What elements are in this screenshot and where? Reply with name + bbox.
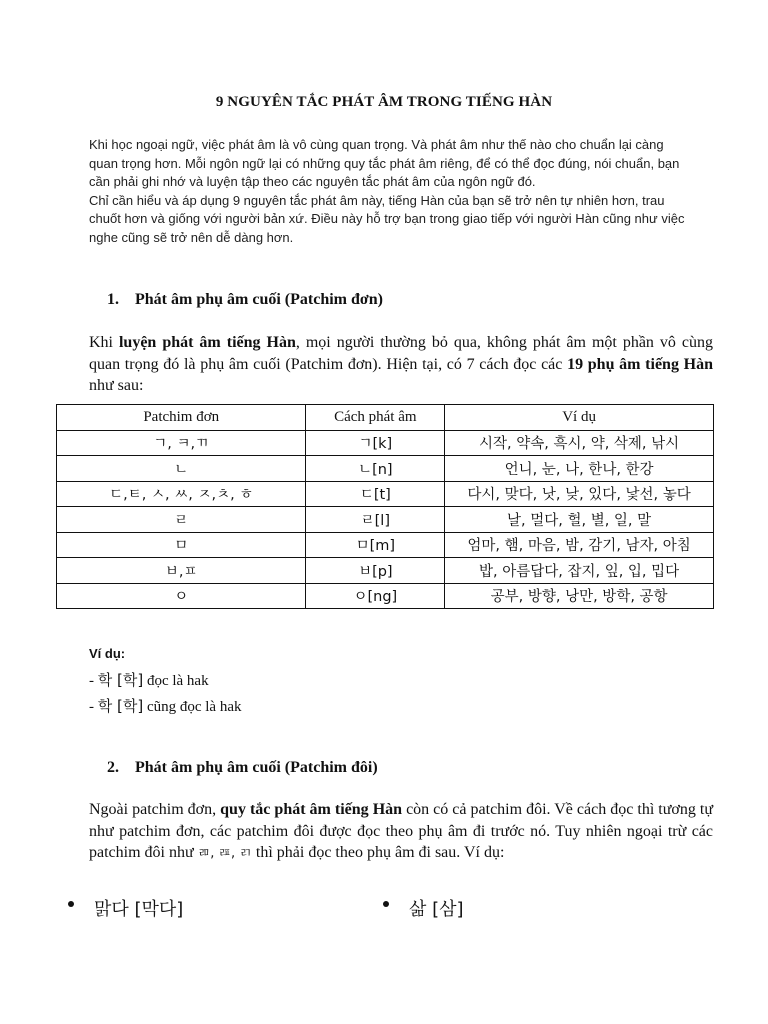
table-cell: ㅇ [57,583,306,609]
intro-paragraph-1: Khi học ngoại ngữ, việc phát âm là vô cùng quan trọng. Và phát âm như thế nào cho chuẩn lại càng quan trọng hơn. Mỗi ngôn ngữ lại có những quy tắc phát âm riêng, để có thể đọc đúng, nói chuẩn, bạn cần phải ghi nhớ và luyện tập theo các nguyên tắc phát âm của ngôn ngữ đó. [89,137,680,189]
text-run: , mọi người thường bỏ qua, không phát âm một phần vô cùng quan trọng đó là phụ âm cuối (Patchim đơn). Hiện tại, có 7 cách đọc các [89,334,713,373]
table-row [57,430,714,456]
table-cell: ㅇ[ng] [306,583,445,609]
section-1-title: Phát âm phụ âm cuối (Patchim đơn) [135,291,383,308]
text-run: thì phải đọc theo phụ âm đi sau. Ví dụ: [251,844,505,861]
table-cell: ㅁ[m] [306,532,445,558]
vietnamese-reading: đọc là hak [143,673,209,689]
bullet-icon [68,901,74,907]
dash: - [89,673,98,689]
table-cell: 엄마, 햄, 마음, 밤, 감기, 남자, 아침 [445,532,714,558]
table-cell: ㄷ[t] [306,481,445,507]
patchim-table [56,404,714,609]
table-cell: ㄹ[l] [306,507,445,533]
vietnamese-reading: cũng đọc là hak [143,699,242,715]
section-2-heading [107,759,378,777]
table-cell: ㄷ,ㅌ, ㅅ, ㅆ, ㅈ,ㅊ, ㅎ [57,481,306,507]
table-cell: 공부, 방향, 낭만, 방학, 공항 [445,583,714,609]
intro-text [89,136,689,247]
table-row [57,481,714,507]
korean-example: 학 [학] [97,697,144,715]
table-row [57,558,714,584]
korean-example: 학 [학] [97,671,144,689]
table-row [57,507,714,533]
table-row [57,532,714,558]
table-cell: ㅂ[p] [306,558,445,584]
table-cell: 밥, 아름답다, 잡지, 잎, 입, 밉다 [445,558,714,584]
example-line-2 [89,695,242,716]
section-1-paragraph [89,332,713,397]
table-header-cell: Ví dụ [445,405,714,431]
intro-paragraph-2: Chỉ cần hiểu và áp dụng 9 nguyên tắc phát âm này, tiếng Hàn của bạn sẽ trở nên tự nhiên hơn, trau chuốt hơn và giống với người bản xứ. Điều này hỗ trợ bạn trong giao tiếp với người Hàn cũng như việc nghe cũng sẽ trở nên dễ dàng hơn. [89,192,685,245]
table-cell: 날, 멀다, 헐, 별, 일, 말 [445,507,714,533]
example-line-1 [89,669,209,690]
text-run: như sau: [89,377,144,394]
table-cell: ㄱ[k] [306,430,445,456]
section-2-title: Phát âm phụ âm cuối (Patchim đôi) [135,759,378,776]
table-cell: 언니, 눈, 나, 한나, 한강 [445,456,714,482]
bold-run: 19 phụ âm tiếng Hàn [567,355,713,373]
table-cell: ㅂ,ㅍ [57,558,306,584]
table-row [57,456,714,482]
text-run: Ngoài patchim đơn, [89,801,221,818]
table-cell: ㄴ[n] [306,456,445,482]
section-2-paragraph [89,799,713,865]
text-run: còn có cả patchim đôi. Về cách đọc thì tương tự như patchim đơn, các patchim đôi được đọc theo phụ âm đi trước nó. Tuy nhiên ngoại trừ các patchim đôi như [89,801,713,861]
table-cell: ㄱ, ㅋ,ㄲ [57,430,306,456]
bold-run: quy tắc phát âm tiếng Hàn [220,801,403,818]
table-cell: ㄴ [57,456,306,482]
table-cell: ㅁ [57,532,306,558]
bold-run: luyện phát âm tiếng Hàn [118,334,296,351]
dash: - [89,699,98,715]
korean-run: ㄻ, ㄿ, ㄺ [197,846,252,861]
table-cell: ㄹ [57,507,306,533]
bullet-text: 맑다 [막다] [94,899,184,920]
bullet-text: 삶 [삼] [409,899,464,920]
example-label: Ví dụ: [89,646,126,661]
table-row [57,583,714,609]
table-header-cell: Cách phát âm [306,405,445,431]
bullet-icon [383,901,389,907]
text-run: Khi [89,334,119,351]
section-1-heading [107,291,383,309]
table-cell: 다시, 맞다, 낫, 낮, 있다, 낯선, 놓다 [445,481,714,507]
table-header-row [57,405,714,431]
table-header-cell: Patchim đơn [57,405,306,431]
section-1-number: 1. [107,291,119,308]
document-title: 9 NGUYÊN TẮC PHÁT ÂM TRONG TIẾNG HÀN [215,94,553,110]
table-cell: 시작, 약속, 흑시, 약, 삭제, 낚시 [445,430,714,456]
section-2-number: 2. [107,759,119,776]
